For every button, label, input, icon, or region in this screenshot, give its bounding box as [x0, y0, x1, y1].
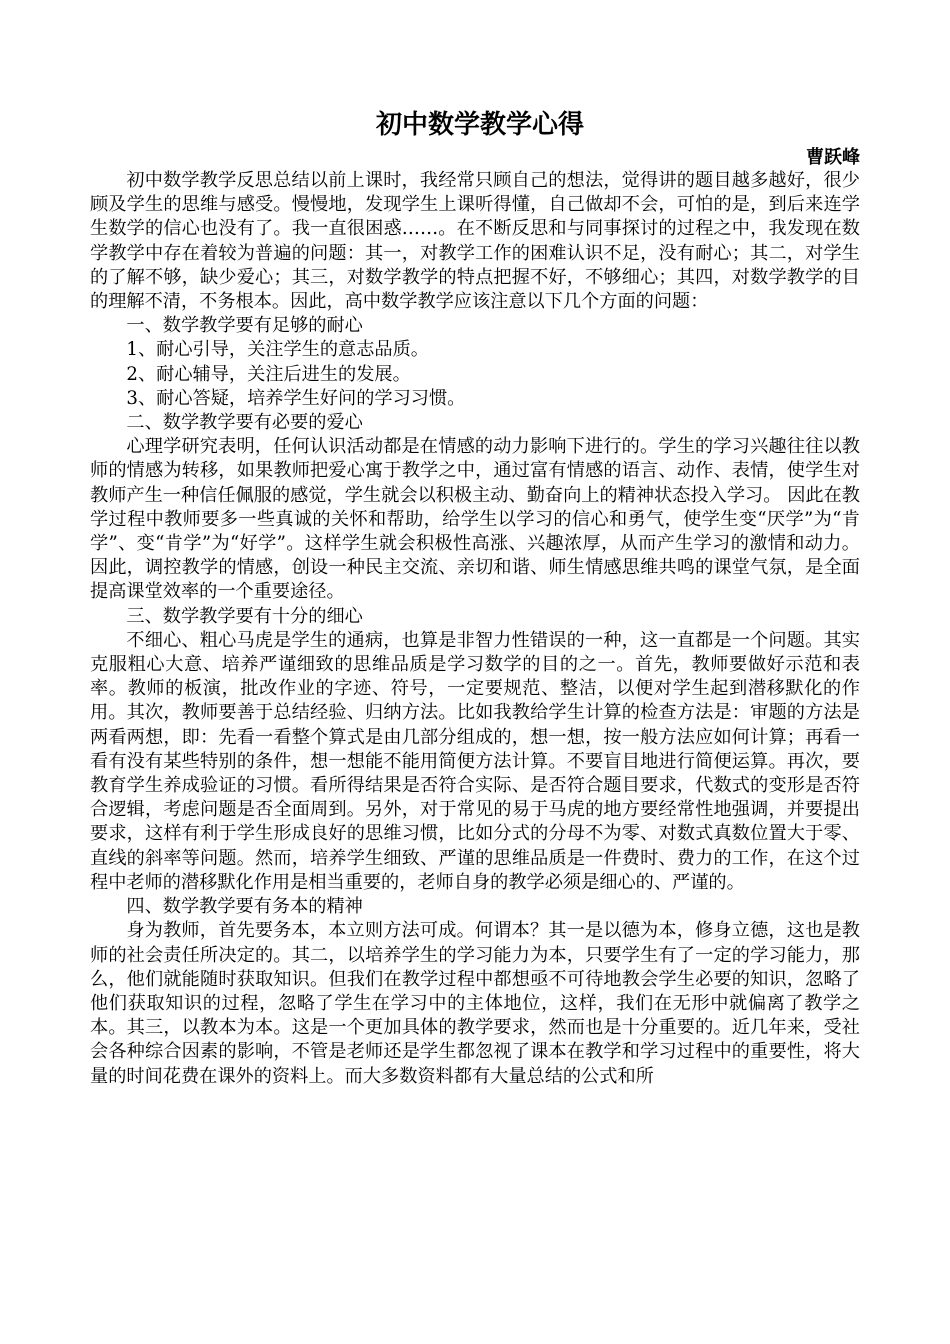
- document-body: [90, 169, 860, 1089]
- document-title: 初中数学教学心得: [375, 110, 584, 140]
- section-heading-4: 四、数学教学要有务本的精神: [126, 896, 363, 918]
- list-item-1: 1、耐心引导，关注学生的意志品质。: [126, 339, 429, 361]
- section-heading-2: 二、数学教学要有必要的爱心: [126, 412, 363, 434]
- list-item-2: 2、耐心辅导，关注后进生的发展。: [126, 363, 411, 385]
- paragraph-love: 心理学研究表明，任何认识活动都是在情感的动力影响下进行的。学生的学习兴趣往往以教师的情感为转移，如果教师把爱心寓于教学之中，通过富有情感的语言、动作、表情，使学生对教师产生一种信任佩服的感觉，学生就会以积极主动、勤奋向上的精神状态投入学习。 因此在教学过程中教师要多一些真诚的关怀和帮助，给学生以学习的信心和勇气，使学生变“厌学”为“肯学”、变“肯学”为“好学”。这样学生就会积极性高涨、兴趣浓厚，从而产生学习的激情和动力。因此，调控教学的情感，创设一种民主交流、亲切和谐、师生情感思维共鸣的课堂气氛，是全面提高课堂效率的一个重要途径。: [90, 436, 860, 603]
- author-name: 曹跃峰: [806, 147, 860, 168]
- section-heading-1: 一、数学教学要有足够的耐心: [126, 315, 363, 337]
- list-item-3: 3、耐心答疑，培养学生好问的学习习惯。: [126, 387, 466, 409]
- paragraph-intro: 初中数学教学反思总结以前上课时，我经常只顾自己的想法，觉得讲的题目越多越好，很少顾及学生的思维与感受。慢慢地，发现学生上课听得懂，自己做却不会，可怕的是，到后来连学生数学的信心也没有了。我一直很困惑……。在不断反思和与同事探讨的过程之中，我发现在数学教学中存在着较为普遍的问题：其一，对教学工作的困难认识不足，没有耐心；其二，对学生的了解不够，缺少爱心；其三，对数学教学的特点把握不好，不够细心；其四，对数学教学的目的理解不清，不务根本。因此，高中数学教学应该注意以下几个方面的问题：: [90, 170, 860, 313]
- paragraph-careful: 不细心、粗心马虎是学生的通病，也算是非智力性错误的一种，这一直都是一个问题。其实克服粗心大意、培养严谨细致的思维品质是学习数学的目的之一。首先，教师要做好示范和表率。教师的板演，批改作业的字迹、符号，一定要规范、整洁，以便对学生起到潜移默化的作用。其次，教师要善于总结经验、归纳方法。比如我教给学生计算的检查方法是：审题的方法是两看两想，即：先看一看整个算式是由几部分组成的，想一想，按一般方法应如何计算；再看一看有没有某些特别的条件，想一想能不能用简便方法计算。不要盲目地进行简便运算。再次，要教育学生养成验证的习惯。看所得结果是否符合实际、是否符合题目要求，代数式的变形是否符合逻辑，考虑问题是否全面周到。另外，对于常见的易于马虎的地方要经常性地强调，并要提出要求，这样有利于学生形成良好的思维习惯，比如分式的分母不为零、对数式真数位置大于零、直线的斜率等问题。然而，培养学生细致、严谨的思维品质是一件费时、费力的工作，在这个过程中老师的潜移默化作用是相当重要的，老师自身的教学必须是细心的、严谨的。: [90, 629, 860, 893]
- paragraph-fundamental: 身为教师，首先要务本，本立则方法可成。何谓本？其一是以德为本，修身立德，这也是教师的社会责任所决定的。其二，以培养学生的学习能力为本，只要学生有了一定的学习能力，那么，他们就能随时获取知识。但我们在教学过程中都想亟不可待地教会学生必要的知识，忽略了他们获取知识的过程，忽略了学生在学习中的主体地位，这样，我们在无形中就偏离了教学之本。其三，以教本为本。这是一个更加具体的教学要求，然而也是十分重要的。近几年来，受社会各种综合因素的影响，不管是老师还是学生都忽视了课本在教学和学习过程中的重要性，将大量的时间花费在课外的资料上。而大多数资料都有大量总结的公式和所: [90, 920, 860, 1087]
- section-heading-3: 三、数学教学要有十分的细心: [126, 605, 363, 627]
- document-page: [90, 105, 860, 1089]
